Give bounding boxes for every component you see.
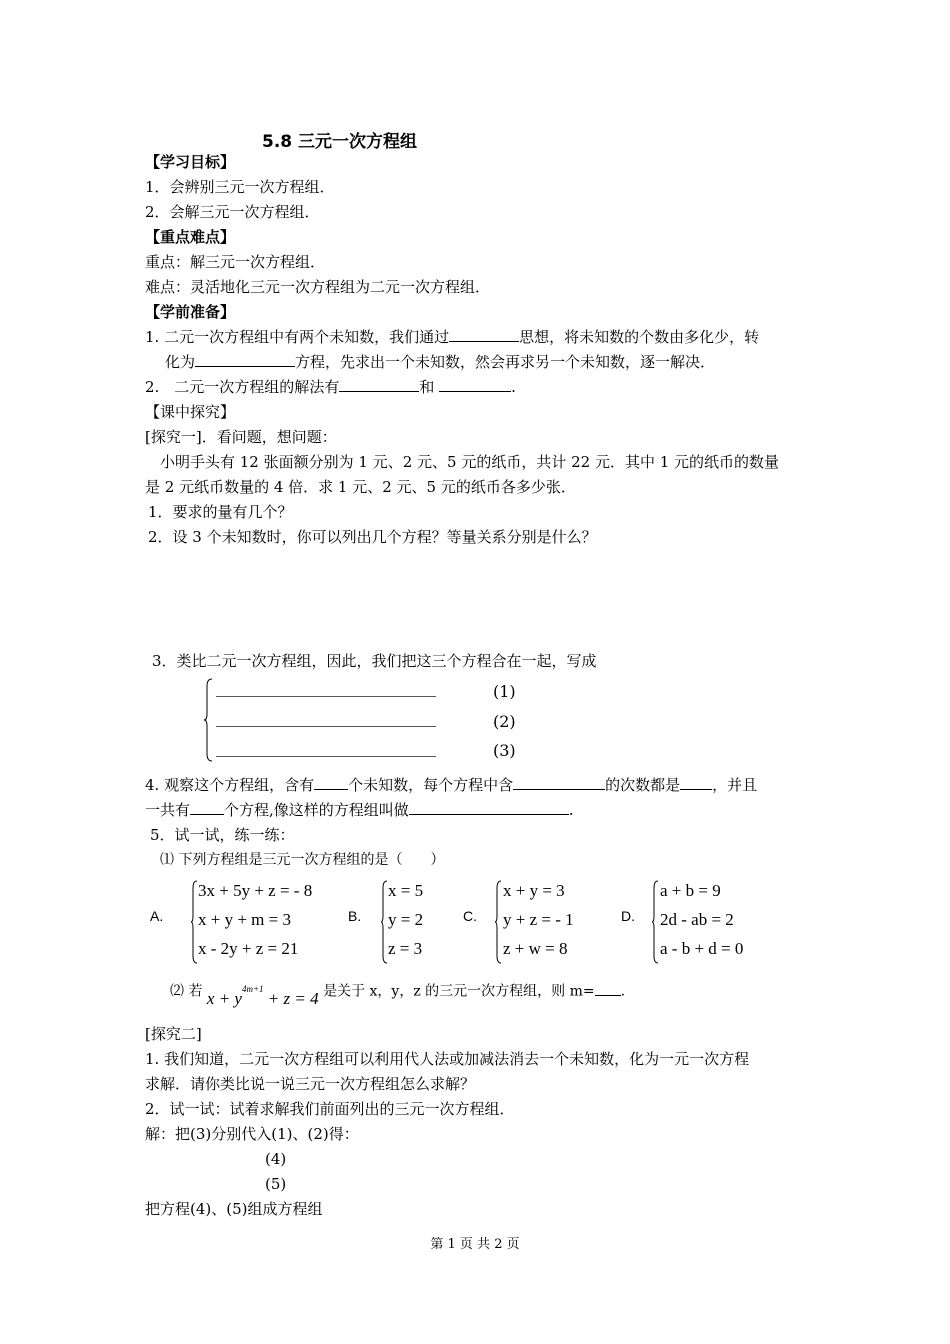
problem-line-2: 是 2 元纸币数量的 4 倍．求 1 元、2 元、5 元的纸币各多少张．	[145, 478, 576, 496]
solution-last: 把方程(4)、(5)组成方程组	[145, 1200, 323, 1218]
explore1-q3: 3．类比二元一次方程组，因此，我们把这三个方程合在一起，写成	[152, 652, 597, 670]
equation-row: x + y = 3	[503, 881, 565, 900]
equation-row: 2d - ab = 2	[660, 910, 734, 929]
explore2-q1: 1. 我们知道，二元一次方程组可以利用代人法或加减法消去一个未知数，化为一元一次方程	[145, 1050, 750, 1068]
equation-blank-2[interactable]	[216, 726, 436, 727]
key-point-1: 重点：解三元一次方程组．	[145, 253, 326, 271]
blank[interactable]	[190, 800, 224, 815]
option-label: A.	[150, 908, 164, 924]
equation-label-3: (3)	[493, 741, 516, 760]
equation-blank-3[interactable]	[216, 756, 436, 757]
goal-2: 2．会解三元一次方程组．	[145, 203, 320, 221]
option-label: D.	[621, 908, 635, 924]
option-brace	[380, 880, 388, 964]
equation-row: x = 5	[388, 881, 424, 900]
option-brace	[651, 880, 659, 964]
explore1-q5-1: ⑴ 下列方程组是三元一次方程组的是（ ）	[160, 852, 445, 868]
system-brace	[203, 678, 213, 762]
blank[interactable]	[409, 800, 569, 815]
blank[interactable]	[314, 775, 348, 790]
explore1-q5: 5．试一试，练一练：	[150, 826, 295, 844]
equation-row: 3x + 5y + z = - 8	[198, 881, 313, 900]
explore2-q2: 2．试一试：试着求解我们前面列出的三元一次方程组．	[145, 1100, 515, 1118]
goal-1: 1．会辨别三元一次方程组．	[145, 178, 335, 196]
option-brace	[494, 880, 502, 964]
blank[interactable]	[595, 981, 621, 996]
option-label: B.	[348, 908, 362, 924]
blank[interactable]	[449, 327, 519, 342]
equation-row: z = 3	[388, 939, 423, 958]
equation-row: x - 2y + z = 21	[198, 939, 299, 958]
blank[interactable]	[513, 775, 605, 790]
explore1-label: [探究一]．看问题，想问题：	[145, 428, 337, 446]
equation-row: x + y + m = 3	[198, 910, 291, 929]
option-label: C.	[463, 908, 477, 924]
equation-label-5: (5)	[265, 1175, 287, 1193]
prep-question-2: 2. 二元一次方程组的解法有 和 .	[145, 378, 516, 396]
equation-label-1: (1)	[493, 682, 516, 701]
blank[interactable]	[195, 352, 295, 367]
key-point-2: 难点：灵活地化三元一次方程组为二元一次方程组．	[145, 278, 491, 296]
explore2-q1-cont: 求解．请你类比说一说三元一次方程组怎么求解？	[145, 1075, 476, 1093]
key-header: 【重点难点】	[145, 228, 236, 246]
blank[interactable]	[439, 377, 511, 392]
prep-question-1: 1. 二元一次方程组中有两个未知数，我们通过 思想，将未知数的个数由多化少，转	[145, 328, 760, 346]
prep-header: 【学前准备】	[145, 303, 236, 321]
blank[interactable]	[339, 377, 419, 392]
explore1-q1: 1．要求的量有几个？	[148, 503, 293, 521]
explore1-q4: 4. 观察这个方程组，含有 个未知数，每个方程中含 的次数都是 ，并且	[145, 776, 758, 794]
explore1-q5-2: ⑵ 若 $x + y^{4m+1} + z = 4$ 是关于 x，y，z 的三元一次方程组，则 m= .	[170, 977, 625, 1002]
explore2-label: [探究二]	[145, 1025, 202, 1043]
equation-row: z + w = 8	[503, 939, 568, 958]
explore1-q2: 2．设 3 个未知数时，你可以列出几个方程？等量关系分别是什么？	[148, 528, 597, 546]
page-footer: 第 1 页 共 2 页	[430, 1237, 520, 1252]
prep-question-1-cont: 化为 方程，先求出一个未知数，然会再求另一个未知数，逐一解决．	[165, 353, 716, 371]
goals-header: 【学习目标】	[145, 153, 236, 171]
problem-line-1: 小明手头有 12 张面额分别为 1 元、2 元、5 元的纸币，共计 22 元．其中 1 元的纸币的数量	[145, 453, 780, 471]
blank[interactable]	[680, 775, 712, 790]
equation-row: a + b = 9	[660, 881, 721, 900]
solution-intro: 解：把(3)分别代入(1)、(2)得：	[145, 1125, 359, 1143]
option-brace	[190, 880, 198, 964]
equation-label-2: (2)	[493, 712, 516, 731]
equation-label-4: (4)	[265, 1150, 287, 1168]
page-title: 5.8 三元一次方程组	[262, 132, 418, 152]
equation-row: y + z = - 1	[503, 910, 574, 929]
equation-blank-1[interactable]	[216, 696, 436, 697]
equation-row: y = 2	[388, 910, 424, 929]
equation-row: a - b + d = 0	[660, 939, 744, 958]
explore-header: 【课中探究】	[145, 403, 236, 421]
explore1-q4-cont: 一共有 个方程,像这样的方程组叫做 .	[145, 801, 574, 819]
